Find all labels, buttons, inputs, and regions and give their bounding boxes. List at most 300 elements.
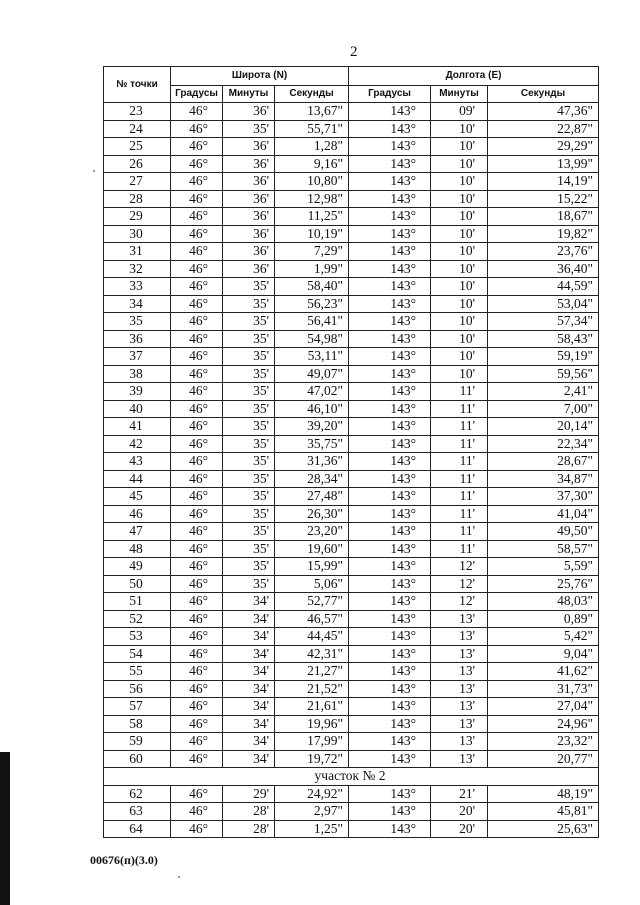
lon-minutes-cell: 10' bbox=[431, 138, 488, 156]
lon-minutes-cell: 13' bbox=[431, 698, 488, 716]
lon-degrees-cell: 143° bbox=[349, 120, 431, 138]
point-number-cell: 37 bbox=[104, 348, 171, 366]
lat-minutes-cell: 28' bbox=[223, 820, 275, 838]
lat-seconds-cell: 2,97" bbox=[275, 803, 349, 821]
lat-seconds-cell: 47,02" bbox=[275, 383, 349, 401]
table-row bbox=[104, 190, 599, 208]
lat-minutes-cell: 35' bbox=[223, 505, 275, 523]
lon-degrees-cell: 143° bbox=[349, 103, 431, 121]
lon-degrees-cell: 143° bbox=[349, 400, 431, 418]
table-row bbox=[104, 173, 599, 191]
lat-minutes-cell: 35' bbox=[223, 435, 275, 453]
lon-minutes-cell: 13' bbox=[431, 680, 488, 698]
lat-degrees-cell: 46° bbox=[171, 610, 223, 628]
lat-degrees-cell: 46° bbox=[171, 453, 223, 471]
point-number-cell: 63 bbox=[104, 803, 171, 821]
lon-degrees-cell: 143° bbox=[349, 278, 431, 296]
lat-degrees-cell: 46° bbox=[171, 803, 223, 821]
point-number-cell: 29 bbox=[104, 208, 171, 226]
table-row bbox=[104, 313, 599, 331]
lon-seconds-cell: 59,19" bbox=[488, 348, 599, 366]
lat-degrees-cell: 46° bbox=[171, 278, 223, 296]
lon-degrees-cell: 143° bbox=[349, 680, 431, 698]
lat-seconds-cell: 10,19" bbox=[275, 225, 349, 243]
lon-minutes-cell: 10' bbox=[431, 330, 488, 348]
lon-seconds-cell: 19,82" bbox=[488, 225, 599, 243]
lon-degrees-cell: 143° bbox=[349, 523, 431, 541]
section-label: участок № 2 bbox=[104, 768, 599, 786]
header-point-no: № точки bbox=[104, 67, 171, 103]
point-number-cell: 54 bbox=[104, 645, 171, 663]
lat-seconds-cell: 54,98" bbox=[275, 330, 349, 348]
lon-minutes-cell: 10' bbox=[431, 190, 488, 208]
lon-seconds-cell: 5,59" bbox=[488, 558, 599, 576]
lon-seconds-cell: 22,34" bbox=[488, 435, 599, 453]
table-row bbox=[104, 575, 599, 593]
point-number-cell: 33 bbox=[104, 278, 171, 296]
lat-minutes-cell: 34' bbox=[223, 628, 275, 646]
lat-degrees-cell: 46° bbox=[171, 103, 223, 121]
table-row bbox=[104, 610, 599, 628]
lon-minutes-cell: 20' bbox=[431, 803, 488, 821]
lat-minutes-cell: 34' bbox=[223, 680, 275, 698]
lat-minutes-cell: 36' bbox=[223, 190, 275, 208]
header-lat-seconds: Секунды bbox=[275, 86, 349, 103]
lat-minutes-cell: 35' bbox=[223, 348, 275, 366]
lat-minutes-cell: 36' bbox=[223, 103, 275, 121]
lon-minutes-cell: 11' bbox=[431, 470, 488, 488]
lon-degrees-cell: 143° bbox=[349, 803, 431, 821]
lat-degrees-cell: 46° bbox=[171, 523, 223, 541]
lat-minutes-cell: 36' bbox=[223, 173, 275, 191]
lon-minutes-cell: 10' bbox=[431, 243, 488, 261]
point-number-cell: 38 bbox=[104, 365, 171, 383]
point-number-cell: 32 bbox=[104, 260, 171, 278]
lon-minutes-cell: 12' bbox=[431, 575, 488, 593]
point-number-cell: 25 bbox=[104, 138, 171, 156]
point-number-cell: 58 bbox=[104, 715, 171, 733]
lat-seconds-cell: 19,60" bbox=[275, 540, 349, 558]
lon-minutes-cell: 10' bbox=[431, 313, 488, 331]
table-row bbox=[104, 243, 599, 261]
lon-seconds-cell: 24,96" bbox=[488, 715, 599, 733]
lat-minutes-cell: 34' bbox=[223, 645, 275, 663]
lat-minutes-cell: 36' bbox=[223, 138, 275, 156]
table-row bbox=[104, 733, 599, 751]
header-lon-seconds: Секунды bbox=[488, 86, 599, 103]
lat-degrees-cell: 46° bbox=[171, 190, 223, 208]
lon-degrees-cell: 143° bbox=[349, 820, 431, 838]
lon-seconds-cell: 49,50" bbox=[488, 523, 599, 541]
table-row bbox=[104, 680, 599, 698]
lon-minutes-cell: 10' bbox=[431, 260, 488, 278]
lat-seconds-cell: 21,52" bbox=[275, 680, 349, 698]
lon-degrees-cell: 143° bbox=[349, 330, 431, 348]
lat-degrees-cell: 46° bbox=[171, 628, 223, 646]
lon-minutes-cell: 11' bbox=[431, 505, 488, 523]
point-number-cell: 46 bbox=[104, 505, 171, 523]
point-number-cell: 45 bbox=[104, 488, 171, 506]
lat-seconds-cell: 11,25" bbox=[275, 208, 349, 226]
lat-seconds-cell: 15,99" bbox=[275, 558, 349, 576]
lat-minutes-cell: 34' bbox=[223, 663, 275, 681]
lat-seconds-cell: 7,29" bbox=[275, 243, 349, 261]
lon-degrees-cell: 143° bbox=[349, 243, 431, 261]
lon-seconds-cell: 2,41" bbox=[488, 383, 599, 401]
lon-minutes-cell: 13' bbox=[431, 733, 488, 751]
point-number-cell: 36 bbox=[104, 330, 171, 348]
lon-degrees-cell: 143° bbox=[349, 558, 431, 576]
lon-minutes-cell: 11' bbox=[431, 383, 488, 401]
lon-seconds-cell: 0,89" bbox=[488, 610, 599, 628]
lon-minutes-cell: 12' bbox=[431, 558, 488, 576]
lat-degrees-cell: 46° bbox=[171, 540, 223, 558]
lon-minutes-cell: 13' bbox=[431, 628, 488, 646]
table-row bbox=[104, 558, 599, 576]
lon-seconds-cell: 27,04" bbox=[488, 698, 599, 716]
lon-seconds-cell: 14,19" bbox=[488, 173, 599, 191]
lat-seconds-cell: 27,48" bbox=[275, 488, 349, 506]
lat-minutes-cell: 35' bbox=[223, 558, 275, 576]
lon-minutes-cell: 13' bbox=[431, 645, 488, 663]
lat-seconds-cell: 39,20" bbox=[275, 418, 349, 436]
lat-seconds-cell: 46,57" bbox=[275, 610, 349, 628]
point-number-cell: 35 bbox=[104, 313, 171, 331]
lon-degrees-cell: 143° bbox=[349, 155, 431, 173]
lon-minutes-cell: 10' bbox=[431, 365, 488, 383]
lat-minutes-cell: 35' bbox=[223, 470, 275, 488]
lon-degrees-cell: 143° bbox=[349, 383, 431, 401]
lat-seconds-cell: 17,99" bbox=[275, 733, 349, 751]
point-number-cell: 23 bbox=[104, 103, 171, 121]
point-number-cell: 30 bbox=[104, 225, 171, 243]
table-row bbox=[104, 523, 599, 541]
lon-minutes-cell: 10' bbox=[431, 208, 488, 226]
lat-degrees-cell: 46° bbox=[171, 383, 223, 401]
lat-minutes-cell: 35' bbox=[223, 453, 275, 471]
table-row bbox=[104, 330, 599, 348]
lat-minutes-cell: 35' bbox=[223, 330, 275, 348]
lon-seconds-cell: 28,67" bbox=[488, 453, 599, 471]
table-row bbox=[104, 155, 599, 173]
coordinates-table bbox=[103, 66, 599, 838]
lat-degrees-cell: 46° bbox=[171, 558, 223, 576]
lon-seconds-cell: 20,14" bbox=[488, 418, 599, 436]
point-number-cell: 41 bbox=[104, 418, 171, 436]
section-row bbox=[104, 768, 599, 786]
table-row bbox=[104, 698, 599, 716]
table-row bbox=[104, 663, 599, 681]
table-row bbox=[104, 383, 599, 401]
table-row bbox=[104, 295, 599, 313]
lon-degrees-cell: 143° bbox=[349, 313, 431, 331]
header-latitude: Широта (N) bbox=[171, 67, 349, 86]
lon-degrees-cell: 143° bbox=[349, 750, 431, 768]
lon-minutes-cell: 11' bbox=[431, 400, 488, 418]
lon-seconds-cell: 18,67" bbox=[488, 208, 599, 226]
lat-seconds-cell: 42,31" bbox=[275, 645, 349, 663]
lon-degrees-cell: 143° bbox=[349, 348, 431, 366]
lon-minutes-cell: 11' bbox=[431, 540, 488, 558]
lon-minutes-cell: 09' bbox=[431, 103, 488, 121]
header-lon-minutes: Минуты bbox=[431, 86, 488, 103]
lat-degrees-cell: 46° bbox=[171, 593, 223, 611]
point-number-cell: 56 bbox=[104, 680, 171, 698]
table-body-section-2 bbox=[104, 785, 599, 838]
header-lon-degrees: Градусы bbox=[349, 86, 431, 103]
lat-seconds-cell: 19,96" bbox=[275, 715, 349, 733]
point-number-cell: 42 bbox=[104, 435, 171, 453]
lat-minutes-cell: 28' bbox=[223, 803, 275, 821]
point-number-cell: 50 bbox=[104, 575, 171, 593]
point-number-cell: 57 bbox=[104, 698, 171, 716]
lat-minutes-cell: 36' bbox=[223, 225, 275, 243]
lat-seconds-cell: 1,99" bbox=[275, 260, 349, 278]
lon-minutes-cell: 10' bbox=[431, 225, 488, 243]
point-number-cell: 47 bbox=[104, 523, 171, 541]
lon-seconds-cell: 48,19" bbox=[488, 785, 599, 803]
lat-seconds-cell: 58,40" bbox=[275, 278, 349, 296]
lat-seconds-cell: 44,45" bbox=[275, 628, 349, 646]
point-number-cell: 26 bbox=[104, 155, 171, 173]
lat-seconds-cell: 52,77" bbox=[275, 593, 349, 611]
lon-seconds-cell: 48,03" bbox=[488, 593, 599, 611]
lat-seconds-cell: 12,98" bbox=[275, 190, 349, 208]
lat-degrees-cell: 46° bbox=[171, 680, 223, 698]
lon-seconds-cell: 25,63" bbox=[488, 820, 599, 838]
header-longitude: Долгота (E) bbox=[349, 67, 599, 86]
point-number-cell: 43 bbox=[104, 453, 171, 471]
lat-seconds-cell: 10,80" bbox=[275, 173, 349, 191]
header-lat-degrees: Градусы bbox=[171, 86, 223, 103]
lat-degrees-cell: 46° bbox=[171, 733, 223, 751]
lon-seconds-cell: 47,36" bbox=[488, 103, 599, 121]
lon-degrees-cell: 143° bbox=[349, 418, 431, 436]
table-row bbox=[104, 453, 599, 471]
lat-seconds-cell: 21,27" bbox=[275, 663, 349, 681]
lon-minutes-cell: 13' bbox=[431, 610, 488, 628]
point-number-cell: 44 bbox=[104, 470, 171, 488]
lat-seconds-cell: 26,30" bbox=[275, 505, 349, 523]
table-row bbox=[104, 820, 599, 838]
point-number-cell: 60 bbox=[104, 750, 171, 768]
lon-degrees-cell: 143° bbox=[349, 715, 431, 733]
lon-degrees-cell: 143° bbox=[349, 645, 431, 663]
point-number-cell: 59 bbox=[104, 733, 171, 751]
lat-seconds-cell: 13,67" bbox=[275, 103, 349, 121]
lat-seconds-cell: 55,71" bbox=[275, 120, 349, 138]
lon-seconds-cell: 58,43" bbox=[488, 330, 599, 348]
lat-minutes-cell: 35' bbox=[223, 418, 275, 436]
lat-minutes-cell: 34' bbox=[223, 698, 275, 716]
lon-seconds-cell: 29,29" bbox=[488, 138, 599, 156]
lat-degrees-cell: 46° bbox=[171, 120, 223, 138]
lat-degrees-cell: 46° bbox=[171, 645, 223, 663]
table-row bbox=[104, 505, 599, 523]
lat-minutes-cell: 36' bbox=[223, 260, 275, 278]
lon-seconds-cell: 22,87" bbox=[488, 120, 599, 138]
lat-degrees-cell: 46° bbox=[171, 365, 223, 383]
lat-degrees-cell: 46° bbox=[171, 418, 223, 436]
lon-seconds-cell: 31,73" bbox=[488, 680, 599, 698]
lat-seconds-cell: 1,28" bbox=[275, 138, 349, 156]
point-number-cell: 39 bbox=[104, 383, 171, 401]
lat-seconds-cell: 1,25" bbox=[275, 820, 349, 838]
table-row bbox=[104, 418, 599, 436]
lon-seconds-cell: 45,81" bbox=[488, 803, 599, 821]
table-row bbox=[104, 138, 599, 156]
lon-degrees-cell: 143° bbox=[349, 488, 431, 506]
lat-degrees-cell: 46° bbox=[171, 663, 223, 681]
lon-degrees-cell: 143° bbox=[349, 260, 431, 278]
lat-degrees-cell: 46° bbox=[171, 295, 223, 313]
lat-seconds-cell: 23,20" bbox=[275, 523, 349, 541]
lat-degrees-cell: 46° bbox=[171, 435, 223, 453]
table-row bbox=[104, 803, 599, 821]
lon-minutes-cell: 11' bbox=[431, 418, 488, 436]
lat-minutes-cell: 34' bbox=[223, 610, 275, 628]
point-number-cell: 34 bbox=[104, 295, 171, 313]
lat-degrees-cell: 46° bbox=[171, 330, 223, 348]
table-row bbox=[104, 435, 599, 453]
lon-seconds-cell: 25,76" bbox=[488, 575, 599, 593]
lon-minutes-cell: 10' bbox=[431, 348, 488, 366]
table-row bbox=[104, 348, 599, 366]
lat-degrees-cell: 46° bbox=[171, 260, 223, 278]
lon-minutes-cell: 13' bbox=[431, 715, 488, 733]
table-body-section-1 bbox=[104, 103, 599, 768]
table-row bbox=[104, 120, 599, 138]
table-row bbox=[104, 400, 599, 418]
header-lat-minutes: Минуты bbox=[223, 86, 275, 103]
lon-seconds-cell: 23,76" bbox=[488, 243, 599, 261]
lat-degrees-cell: 46° bbox=[171, 575, 223, 593]
lon-degrees-cell: 143° bbox=[349, 505, 431, 523]
table-section-divider bbox=[104, 768, 599, 786]
lat-minutes-cell: 34' bbox=[223, 750, 275, 768]
lon-degrees-cell: 143° bbox=[349, 138, 431, 156]
lat-minutes-cell: 35' bbox=[223, 383, 275, 401]
lat-minutes-cell: 35' bbox=[223, 295, 275, 313]
lon-minutes-cell: 10' bbox=[431, 173, 488, 191]
lat-seconds-cell: 31,36" bbox=[275, 453, 349, 471]
point-number-cell: 51 bbox=[104, 593, 171, 611]
lon-seconds-cell: 59,56" bbox=[488, 365, 599, 383]
point-number-cell: 62 bbox=[104, 785, 171, 803]
lon-seconds-cell: 53,04" bbox=[488, 295, 599, 313]
table-row bbox=[104, 540, 599, 558]
lat-minutes-cell: 34' bbox=[223, 593, 275, 611]
lon-seconds-cell: 41,62" bbox=[488, 663, 599, 681]
point-number-cell: 49 bbox=[104, 558, 171, 576]
point-number-cell: 40 bbox=[104, 400, 171, 418]
lon-seconds-cell: 37,30" bbox=[488, 488, 599, 506]
lon-seconds-cell: 7,00" bbox=[488, 400, 599, 418]
scan-speck bbox=[93, 170, 95, 172]
lon-degrees-cell: 143° bbox=[349, 365, 431, 383]
lon-degrees-cell: 143° bbox=[349, 733, 431, 751]
lat-seconds-cell: 24,92" bbox=[275, 785, 349, 803]
lat-minutes-cell: 35' bbox=[223, 488, 275, 506]
point-number-cell: 28 bbox=[104, 190, 171, 208]
lat-degrees-cell: 46° bbox=[171, 313, 223, 331]
lat-seconds-cell: 21,61" bbox=[275, 698, 349, 716]
lat-degrees-cell: 46° bbox=[171, 715, 223, 733]
lon-degrees-cell: 143° bbox=[349, 208, 431, 226]
lat-degrees-cell: 46° bbox=[171, 750, 223, 768]
lat-seconds-cell: 49,07" bbox=[275, 365, 349, 383]
lon-seconds-cell: 5,42" bbox=[488, 628, 599, 646]
lat-degrees-cell: 46° bbox=[171, 785, 223, 803]
lon-degrees-cell: 143° bbox=[349, 610, 431, 628]
lat-degrees-cell: 46° bbox=[171, 225, 223, 243]
lat-seconds-cell: 46,10" bbox=[275, 400, 349, 418]
lat-minutes-cell: 36' bbox=[223, 243, 275, 261]
table-row bbox=[104, 593, 599, 611]
table-row bbox=[104, 260, 599, 278]
lon-degrees-cell: 143° bbox=[349, 225, 431, 243]
lat-minutes-cell: 35' bbox=[223, 523, 275, 541]
lon-degrees-cell: 143° bbox=[349, 470, 431, 488]
document-code: 00676(п)(3.0) bbox=[90, 853, 158, 867]
point-number-cell: 52 bbox=[104, 610, 171, 628]
table-row bbox=[104, 488, 599, 506]
table-row bbox=[104, 645, 599, 663]
lat-degrees-cell: 46° bbox=[171, 173, 223, 191]
lon-minutes-cell: 11' bbox=[431, 523, 488, 541]
point-number-cell: 55 bbox=[104, 663, 171, 681]
lon-degrees-cell: 143° bbox=[349, 190, 431, 208]
lat-minutes-cell: 34' bbox=[223, 715, 275, 733]
table-row bbox=[104, 225, 599, 243]
lat-minutes-cell: 35' bbox=[223, 575, 275, 593]
lon-degrees-cell: 143° bbox=[349, 593, 431, 611]
lon-minutes-cell: 11' bbox=[431, 453, 488, 471]
lat-degrees-cell: 46° bbox=[171, 400, 223, 418]
lon-seconds-cell: 34,87" bbox=[488, 470, 599, 488]
lat-degrees-cell: 46° bbox=[171, 138, 223, 156]
lon-minutes-cell: 10' bbox=[431, 295, 488, 313]
lat-seconds-cell: 9,16" bbox=[275, 155, 349, 173]
lon-minutes-cell: 11' bbox=[431, 488, 488, 506]
lat-seconds-cell: 35,75" bbox=[275, 435, 349, 453]
lat-minutes-cell: 36' bbox=[223, 208, 275, 226]
lon-minutes-cell: 20' bbox=[431, 820, 488, 838]
lat-seconds-cell: 56,41" bbox=[275, 313, 349, 331]
table-row bbox=[104, 628, 599, 646]
lon-degrees-cell: 143° bbox=[349, 575, 431, 593]
lon-seconds-cell: 36,40" bbox=[488, 260, 599, 278]
lon-minutes-cell: 12' bbox=[431, 593, 488, 611]
lat-minutes-cell: 29' bbox=[223, 785, 275, 803]
table-row bbox=[104, 103, 599, 121]
lat-degrees-cell: 46° bbox=[171, 208, 223, 226]
lon-degrees-cell: 143° bbox=[349, 628, 431, 646]
lat-seconds-cell: 19,72" bbox=[275, 750, 349, 768]
lon-seconds-cell: 23,32" bbox=[488, 733, 599, 751]
table-row bbox=[104, 470, 599, 488]
lat-degrees-cell: 46° bbox=[171, 155, 223, 173]
point-number-cell: 27 bbox=[104, 173, 171, 191]
lat-minutes-cell: 35' bbox=[223, 120, 275, 138]
binding-edge-mark bbox=[0, 752, 10, 905]
lon-degrees-cell: 143° bbox=[349, 663, 431, 681]
lon-minutes-cell: 10' bbox=[431, 155, 488, 173]
lon-seconds-cell: 13,99" bbox=[488, 155, 599, 173]
lat-degrees-cell: 46° bbox=[171, 243, 223, 261]
lon-degrees-cell: 143° bbox=[349, 453, 431, 471]
lon-seconds-cell: 44,59" bbox=[488, 278, 599, 296]
